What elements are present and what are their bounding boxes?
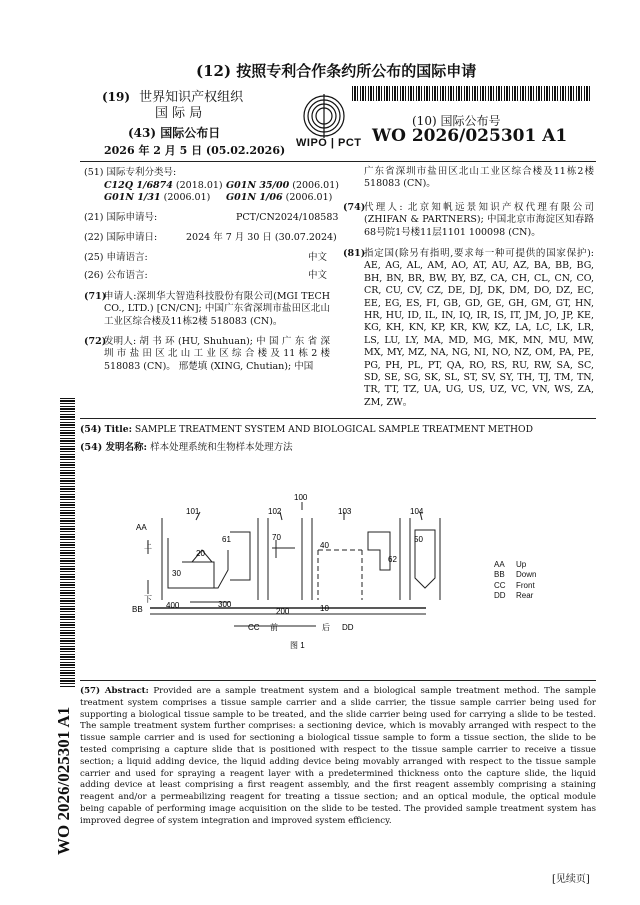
ipc-code: C12Q 1/6874 [104, 180, 173, 191]
ipc-label: (51) 国际专利分类号: [84, 167, 177, 178]
ipc-date: (2006.01) [292, 180, 339, 191]
legend-row [494, 560, 536, 570]
abstract-text: Provided are a sample treatment system and a biological sample treatment method. The sample treatment system comprises a tissue sample carrier and a slide carrier, the tissue sample carrier being used for supporting a biological tissue sample to be treated, and the slide carrier being used for carrying a slide to be tested. The sample treatment system further comprises: a sectioning device, which is movably arranged with respect to the tissue sample carrier and is used for sectioning a biological tissue sample to form a tissue section, the slide to be tested comprising a capture slide that is positioned with respect to the tissue sample carrier to receive a tissue section; a liquid adding device, the liquid adding device being movably arranged with respect to the tissue sample carrier and used for spraying a reagent layer with a predetermined thickness onto the capture slide, the liquid adding device at least comprising a first reagent assembly, and the first reagent assembly comprising a staining reagent and/or a permeabilizing reagent for treating a tissue section; and an optical module, the optical module being capable of performing image acquisition on the slide to be tested. The provided sample treatment system has improved degree of system integration and improved system efficiency. [80, 686, 596, 826]
ipc-row-1 [104, 180, 223, 192]
abstract-divider [80, 680, 596, 681]
inventor-text: 发明人: 胡 书 环 (HU, Shuhuan); 中 国 广 东 省 深 圳 市 盐 田 区 北 山 工 业 区 综 合 楼 及 11 栋 2 楼 518083 (CN)。 邢楚填 (XING, Chutian); 中国 [104, 336, 330, 372]
direction-up: 上 [144, 541, 152, 550]
org-sub: 国 际 局 [155, 106, 203, 121]
direction-down: 下 [144, 595, 152, 604]
ref-label: 102 [268, 507, 282, 516]
ipc-code: G01N 1/06 [226, 192, 283, 203]
lang: 中文 [308, 252, 328, 263]
abstract-label: (57) Abstract: [80, 686, 149, 696]
legend-text: Down [516, 570, 537, 580]
title-cn: 样本处理系统和生物样本处理方法 [150, 442, 293, 453]
wipo-logo-text: WIPO | PCT [296, 137, 362, 149]
abstract [80, 686, 596, 828]
ipc-date: (2006.01) [163, 192, 211, 203]
title-cn-label: (54) 发明名称: [80, 442, 148, 453]
ref-label: 104 [410, 507, 424, 516]
ref-label: 101 [186, 507, 200, 516]
ref-label: 20 [196, 549, 205, 558]
side-publication-number: WO 2026/025301 A1 [54, 706, 73, 855]
ref-label: 10 [320, 604, 329, 613]
direction-code: CC [248, 623, 260, 632]
ipc-row-2 [104, 192, 210, 204]
pubdate-label: (43) 国际公布日 [128, 126, 221, 140]
legend-code: AA [494, 560, 505, 569]
ipc-date: (2006.01) [285, 192, 333, 203]
ipc-code: G01N 1/31 [104, 192, 161, 203]
lang-label: (25) 申请语言: [84, 252, 148, 263]
ref-label: 300 [218, 600, 232, 609]
org-name: 世界知识产权组织 [139, 90, 244, 105]
direction-code: BB [132, 605, 143, 614]
agent-label: (74) [343, 202, 366, 213]
direction-code: DD [342, 623, 354, 632]
appno: PCT/CN2024/108583 [236, 212, 339, 223]
ipc-row-1b [226, 180, 339, 192]
pubno-label: (10) 国际公布号 [412, 114, 501, 128]
legend-text: Up [516, 560, 527, 569]
appdate: 2024 年 7 月 30 日 (30.07.2024) [186, 232, 337, 243]
ref-label: 100 [294, 493, 308, 502]
title-en: SAMPLE TREATMENT SYSTEM AND BIOLOGICAL SAMPLE TREATMENT METHOD [134, 424, 533, 435]
header-divider [80, 161, 596, 162]
appno-label: (21) 国际申请号: [84, 212, 158, 223]
ipc-code: G01N 35/00 [226, 180, 290, 191]
continuation-note: [见续页] [552, 874, 590, 885]
pubdate: 2026 年 2 月 5 日 (05.02.2026) [104, 144, 286, 157]
appdate-label: (22) 国际申请日: [84, 232, 158, 243]
ipc-row-2b [226, 192, 332, 204]
document-title: (12) 按照专利合作条约所公布的国际申请 [196, 62, 477, 80]
ref-label: 30 [172, 569, 181, 578]
legend-row [494, 570, 536, 580]
publang-label: (26) 公布语言: [84, 270, 148, 281]
applicant-text: 申请人:深圳华大智造科技股份有限公司(MGI TECH CO., LTD.) [CN/CN]; 中国广东省深圳市盐田区北山工业区综合楼及11栋2楼 518083 (CN)。 [104, 291, 330, 327]
publang: 中文 [308, 270, 328, 281]
title-cn-row [80, 442, 293, 454]
direction-rear: 后 [322, 623, 330, 632]
publication-number: WO 2026/025301 A1 [372, 126, 568, 146]
header-barcode [352, 86, 592, 101]
legend-text: Rear [516, 591, 534, 601]
figure-legend [494, 560, 536, 602]
states-label: (81) [343, 248, 366, 259]
ref-label: 62 [388, 555, 397, 564]
direction-code: AA [136, 523, 147, 532]
body-divider [80, 418, 596, 419]
ref-label: 50 [414, 535, 423, 544]
ref-label: 40 [320, 541, 329, 550]
ref-label: 103 [338, 507, 352, 516]
side-barcode [60, 398, 75, 688]
legend-text: Front [516, 580, 535, 590]
inventor-continued: 广东省深圳市盐田区北山工业区综合楼及11栋2楼 518083 (CN)。 [364, 166, 594, 190]
designated-states: 指定国(除另有指明,要求每一种可提供的国家保护): AE, AG, AL, AM, AO, AT, AU, AZ, BA, BB, BG, BH, BN, BR, BW, BY, BZ, CA, CH, CL, CN, CO, CR, CU, CV, CZ, DE, DJ, DK, DM, DO, DZ, EC, EE, EG, ES, FI, GB, GD, GE, GH, GM, GT, HN, HR, HU, ID, IL, IN, IQ, IR, IS, IT, JM, JO, JP, KE, KG, KH, KN, KP, KR, KW, KZ, LA, LC, LK, LR, LS, LU, LY, MA, MD, MG, MK, MN, MU, MW, MX, MY, MZ, NA, NG, NI, NO, NZ, OM, PA, PE, PG, PH, PL, PT, QA, RO, RS, RU, RW, SA, SC, SD, SE, SG, SK, SL, ST, SV, SY, TH, TJ, TM, TN, TR, TT, TZ, UA, UG, US, UZ, VC, VN, WS, ZA, ZM, ZW。 [364, 248, 594, 408]
ref-label: 61 [222, 535, 231, 544]
legend-row [494, 591, 536, 601]
legend-row [494, 581, 536, 591]
legend-code: DD [494, 591, 506, 601]
figure-caption: 图 1 [290, 641, 305, 650]
ipc-date: (2018.01) [175, 180, 223, 191]
applicant-label: (71) [84, 291, 107, 302]
org-label: (19) [102, 90, 131, 104]
ref-label: 400 [166, 601, 180, 610]
legend-code: CC [494, 580, 506, 590]
title-en-row [80, 424, 533, 436]
agent-text: 代理人: 北京知帆远景知识产权代理有限公司 (ZHIFAN & PARTNERS); 中国北京市海淀区知春路68号院1号楼11层1101 100098 (CN)。 [364, 202, 594, 238]
legend-code: BB [494, 570, 505, 580]
inventor-label: (72) [84, 336, 107, 347]
ref-label: 200 [276, 607, 290, 616]
ref-label: 70 [272, 533, 281, 542]
title-en-label: (54) Title: [80, 424, 132, 435]
direction-front: 前 [270, 623, 278, 632]
